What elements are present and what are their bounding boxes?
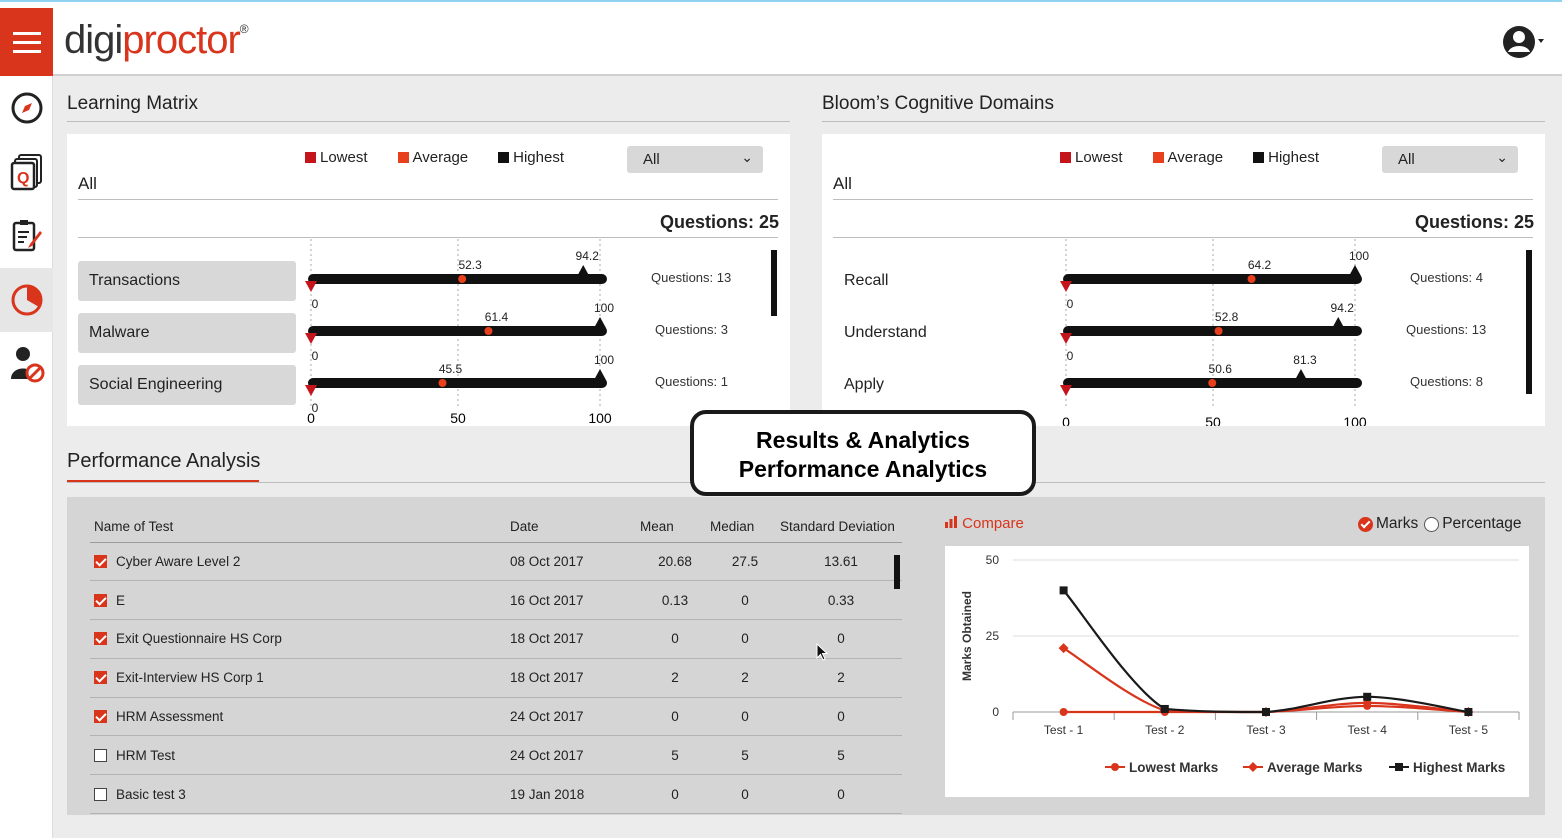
lowest-marker: [305, 385, 317, 396]
learning-matrix-select[interactable]: All ⌄: [627, 146, 763, 173]
scrollbar[interactable]: [771, 250, 777, 316]
highest-label: 100: [593, 353, 615, 367]
highest-marker: [1295, 369, 1307, 380]
legend: [1060, 149, 1319, 166]
data-point: [1161, 705, 1169, 713]
cell-sd: 13.61: [780, 542, 902, 581]
divider: [822, 121, 1545, 122]
average-label: 64.2: [1247, 258, 1272, 272]
row-questions: Questions: 3: [655, 322, 728, 337]
cell-name: [90, 775, 510, 814]
table-row[interactable]: [90, 697, 902, 736]
lowest-label: 0: [311, 297, 319, 311]
row-questions: Questions: 1: [655, 374, 728, 389]
y-tick-label: 0: [992, 705, 999, 719]
lowest-label: 0: [1066, 349, 1074, 363]
legend-average: Average: [398, 149, 469, 166]
tab-performance-analysis[interactable]: Performance Analysis: [67, 450, 261, 472]
row-checkbox[interactable]: [94, 749, 107, 762]
cell-date: 08 Oct 2017: [510, 542, 640, 581]
mouse-cursor-icon: [816, 643, 830, 663]
highest-label: 100: [593, 301, 615, 315]
average-marker: [1248, 275, 1256, 283]
data-point: [1060, 708, 1068, 716]
legend-highest: Highest: [498, 149, 564, 166]
cell-name: [90, 736, 510, 775]
cell-date: 24 Oct 2017: [510, 697, 640, 736]
x-tick-label: Test - 3: [1246, 723, 1286, 737]
average-marker: [1215, 327, 1223, 335]
col-mean[interactable]: Mean: [640, 512, 710, 542]
col-median[interactable]: Median: [710, 512, 780, 542]
cell-mean: 0: [640, 775, 710, 814]
cell-median: 27.5: [710, 542, 780, 581]
test-name: HRM Assessment: [116, 709, 224, 725]
legend-average: Average: [1153, 149, 1224, 166]
row-checkbox[interactable]: [94, 788, 107, 801]
series-line: [1064, 590, 1469, 712]
axis-tick: 0: [307, 410, 315, 426]
highest-marker: [1349, 265, 1361, 276]
learning-matrix-panel: [67, 134, 790, 426]
data-point: [1363, 693, 1371, 701]
radio-percentage[interactable]: Percentage: [1424, 515, 1521, 533]
learning-matrix-title: Learning Matrix: [67, 93, 198, 114]
questions-total: Questions: 25: [659, 212, 779, 232]
cell-name: [90, 697, 510, 736]
lowest-marker: [1060, 333, 1072, 344]
blooms-panel: [822, 134, 1545, 426]
lowest-marker: [305, 281, 317, 292]
row-checkbox[interactable]: [94, 671, 107, 684]
highest-marker: [577, 265, 589, 276]
table-row[interactable]: [90, 775, 902, 814]
filter-label: All: [833, 174, 852, 193]
highest-marker: [1332, 317, 1344, 328]
svg-text:Q: Q: [16, 170, 29, 187]
cell-mean: 0: [640, 620, 710, 659]
legend-label: Lowest Marks: [1129, 760, 1219, 775]
line-chart: [945, 546, 1529, 797]
top-bar: [0, 0, 1562, 76]
sidebar: [0, 76, 53, 838]
row-questions: Questions: 8: [1410, 374, 1483, 389]
cell-sd: 0: [780, 775, 902, 814]
lowest-marker: [1060, 385, 1072, 396]
questions-total: Questions: 25: [1414, 212, 1534, 232]
bar-chart-icon: [944, 515, 958, 529]
cell-date: 18 Oct 2017: [510, 658, 640, 697]
domain-apply: Apply: [844, 376, 885, 393]
app-logo[interactable]: digiproctor®: [64, 18, 248, 62]
scrollbar[interactable]: [894, 555, 900, 589]
average-label: 52.8: [1214, 310, 1239, 324]
series-line: [1064, 648, 1469, 712]
x-tick-label: Test - 4: [1347, 723, 1387, 737]
legend-lowest: Lowest: [305, 149, 368, 166]
average-label: 50.6: [1208, 362, 1232, 376]
user-blocked-icon[interactable]: [0, 332, 53, 396]
hamburger-menu-icon[interactable]: [0, 8, 53, 76]
cell-median: 5: [710, 736, 780, 775]
legend-marker: [1248, 762, 1258, 772]
average-marker: [458, 275, 466, 283]
divider: [833, 199, 1533, 200]
lowest-label: 0: [311, 349, 319, 363]
cell-name: [90, 581, 510, 620]
compare-button[interactable]: Compare: [944, 515, 1024, 532]
chart-mode-radios: [1358, 515, 1521, 533]
blooms-select[interactable]: All ⌄: [1382, 146, 1518, 173]
test-name: Basic test 3: [116, 786, 186, 802]
row-checkbox[interactable]: [94, 710, 107, 723]
cell-median: 0: [710, 697, 780, 736]
average-label: 52.3: [458, 258, 482, 272]
blooms-title: Bloom’s Cognitive Domains: [822, 93, 1054, 114]
scrollbar[interactable]: [1526, 250, 1532, 394]
row-checkbox[interactable]: [94, 555, 107, 568]
legend-marker: [1395, 763, 1403, 771]
test-name: Exit Questionnaire HS Corp: [116, 631, 282, 647]
cell-sd: 2: [780, 658, 902, 697]
row-questions: Questions: 13: [651, 270, 732, 285]
data-point: [1464, 708, 1472, 716]
legend-marker: [1111, 763, 1119, 771]
topic-social-engineering[interactable]: Social Engineering: [78, 365, 296, 405]
divider: [78, 199, 778, 200]
y-tick-label: 25: [985, 629, 999, 643]
col-sd[interactable]: Standard Deviation: [780, 512, 902, 542]
row-checkbox[interactable]: [94, 594, 107, 607]
test-name: Exit-Interview HS Corp 1: [116, 670, 264, 686]
legend-label: Average Marks: [1267, 760, 1363, 775]
cell-name: [90, 658, 510, 697]
table-row[interactable]: [90, 658, 902, 697]
x-tick-label: Test - 1: [1043, 723, 1084, 737]
lowest-label: 0: [1066, 297, 1074, 311]
legend-label: Highest Marks: [1413, 760, 1506, 775]
cell-date: 24 Oct 2017: [510, 736, 640, 775]
axis-tick: 100: [588, 410, 612, 426]
user-avatar-icon[interactable]: [1502, 22, 1544, 62]
lowest-label: 0: [311, 401, 319, 415]
highest-label: 100: [1348, 249, 1370, 263]
y-axis-label: Marks Obtained: [960, 590, 974, 682]
average-marker: [484, 327, 492, 335]
average-label: 45.5: [438, 362, 463, 376]
y-tick-label: 50: [985, 553, 999, 567]
cell-mean: 5: [640, 736, 710, 775]
highest-label: 94.2: [575, 249, 599, 263]
col-date[interactable]: Date: [510, 512, 640, 542]
cell-mean: 0: [640, 697, 710, 736]
callout-banner: [690, 410, 1036, 496]
data-point: [1262, 708, 1270, 716]
table-header: [90, 512, 902, 542]
row-questions: Questions: 4: [1410, 270, 1483, 285]
analytics-icon[interactable]: [0, 268, 53, 332]
x-tick-label: Test - 2: [1145, 723, 1185, 737]
table-row[interactable]: [90, 581, 902, 620]
filter-label: All: [78, 174, 97, 193]
x-tick-label: Test - 5: [1448, 723, 1489, 737]
table-row[interactable]: [90, 620, 902, 659]
axis-tick: 0: [1062, 414, 1070, 426]
average-marker: [1208, 379, 1216, 387]
cell-median: 2: [710, 658, 780, 697]
topic-malware[interactable]: Malware: [78, 313, 296, 353]
cell-sd: 5: [780, 736, 902, 775]
domain-understand: Understand: [844, 324, 927, 341]
highest-label: 94.2: [1330, 301, 1354, 315]
cell-median: 0: [710, 620, 780, 659]
callout-line-1: Results & Analytics: [756, 427, 970, 453]
cell-sd: 0.33: [780, 581, 902, 620]
test-name: Cyber Aware Level 2: [116, 553, 241, 569]
table-row[interactable]: [90, 736, 902, 775]
legend-lowest: Lowest: [1060, 149, 1123, 166]
average-marker: [438, 379, 446, 387]
axis-tick: 50: [450, 410, 466, 426]
data-point: [1060, 586, 1068, 594]
compass-icon[interactable]: [0, 76, 53, 140]
legend: [305, 149, 564, 166]
cell-median: 0: [710, 775, 780, 814]
cell-mean: 2: [640, 658, 710, 697]
row-checkbox[interactable]: [94, 632, 107, 645]
radio-marks[interactable]: Marks: [1358, 515, 1418, 533]
row-questions: Questions: 13: [1406, 322, 1487, 337]
lowest-marker: [1060, 281, 1072, 292]
cell-median: 0: [710, 581, 780, 620]
axis-tick: 50: [1205, 414, 1221, 426]
domain-recall: Recall: [844, 272, 889, 289]
cell-mean: 0.13: [640, 581, 710, 620]
highest-marker: [594, 369, 606, 380]
cell-name: [90, 542, 510, 581]
cell-date: 16 Oct 2017: [510, 581, 640, 620]
divider: [67, 121, 790, 122]
average-label: 61.4: [484, 310, 509, 324]
highest-marker: [594, 317, 606, 328]
quiz-icon[interactable]: [0, 140, 53, 204]
cell-date: 19 Jan 2018: [510, 775, 640, 814]
cell-date: 18 Oct 2017: [510, 620, 640, 659]
highest-label: 81.3: [1293, 353, 1317, 367]
report-icon[interactable]: [0, 204, 53, 268]
compare-chart: [945, 546, 1529, 797]
legend-highest: Highest: [1253, 149, 1319, 166]
cell-mean: 20.68: [640, 542, 710, 581]
table-row[interactable]: [90, 542, 902, 581]
cell-sd: 0: [780, 620, 902, 659]
test-name: E: [116, 592, 126, 608]
performance-table: [90, 512, 902, 814]
test-name: HRM Test: [116, 747, 176, 763]
axis-tick: 100: [1343, 414, 1367, 426]
col-name[interactable]: Name of Test: [90, 512, 510, 542]
cell-sd: 0: [780, 697, 902, 736]
topic-transactions[interactable]: Transactions: [78, 261, 296, 301]
callout-line-2: Performance Analytics: [738, 456, 988, 482]
cell-name: [90, 620, 510, 659]
lowest-marker: [305, 333, 317, 344]
